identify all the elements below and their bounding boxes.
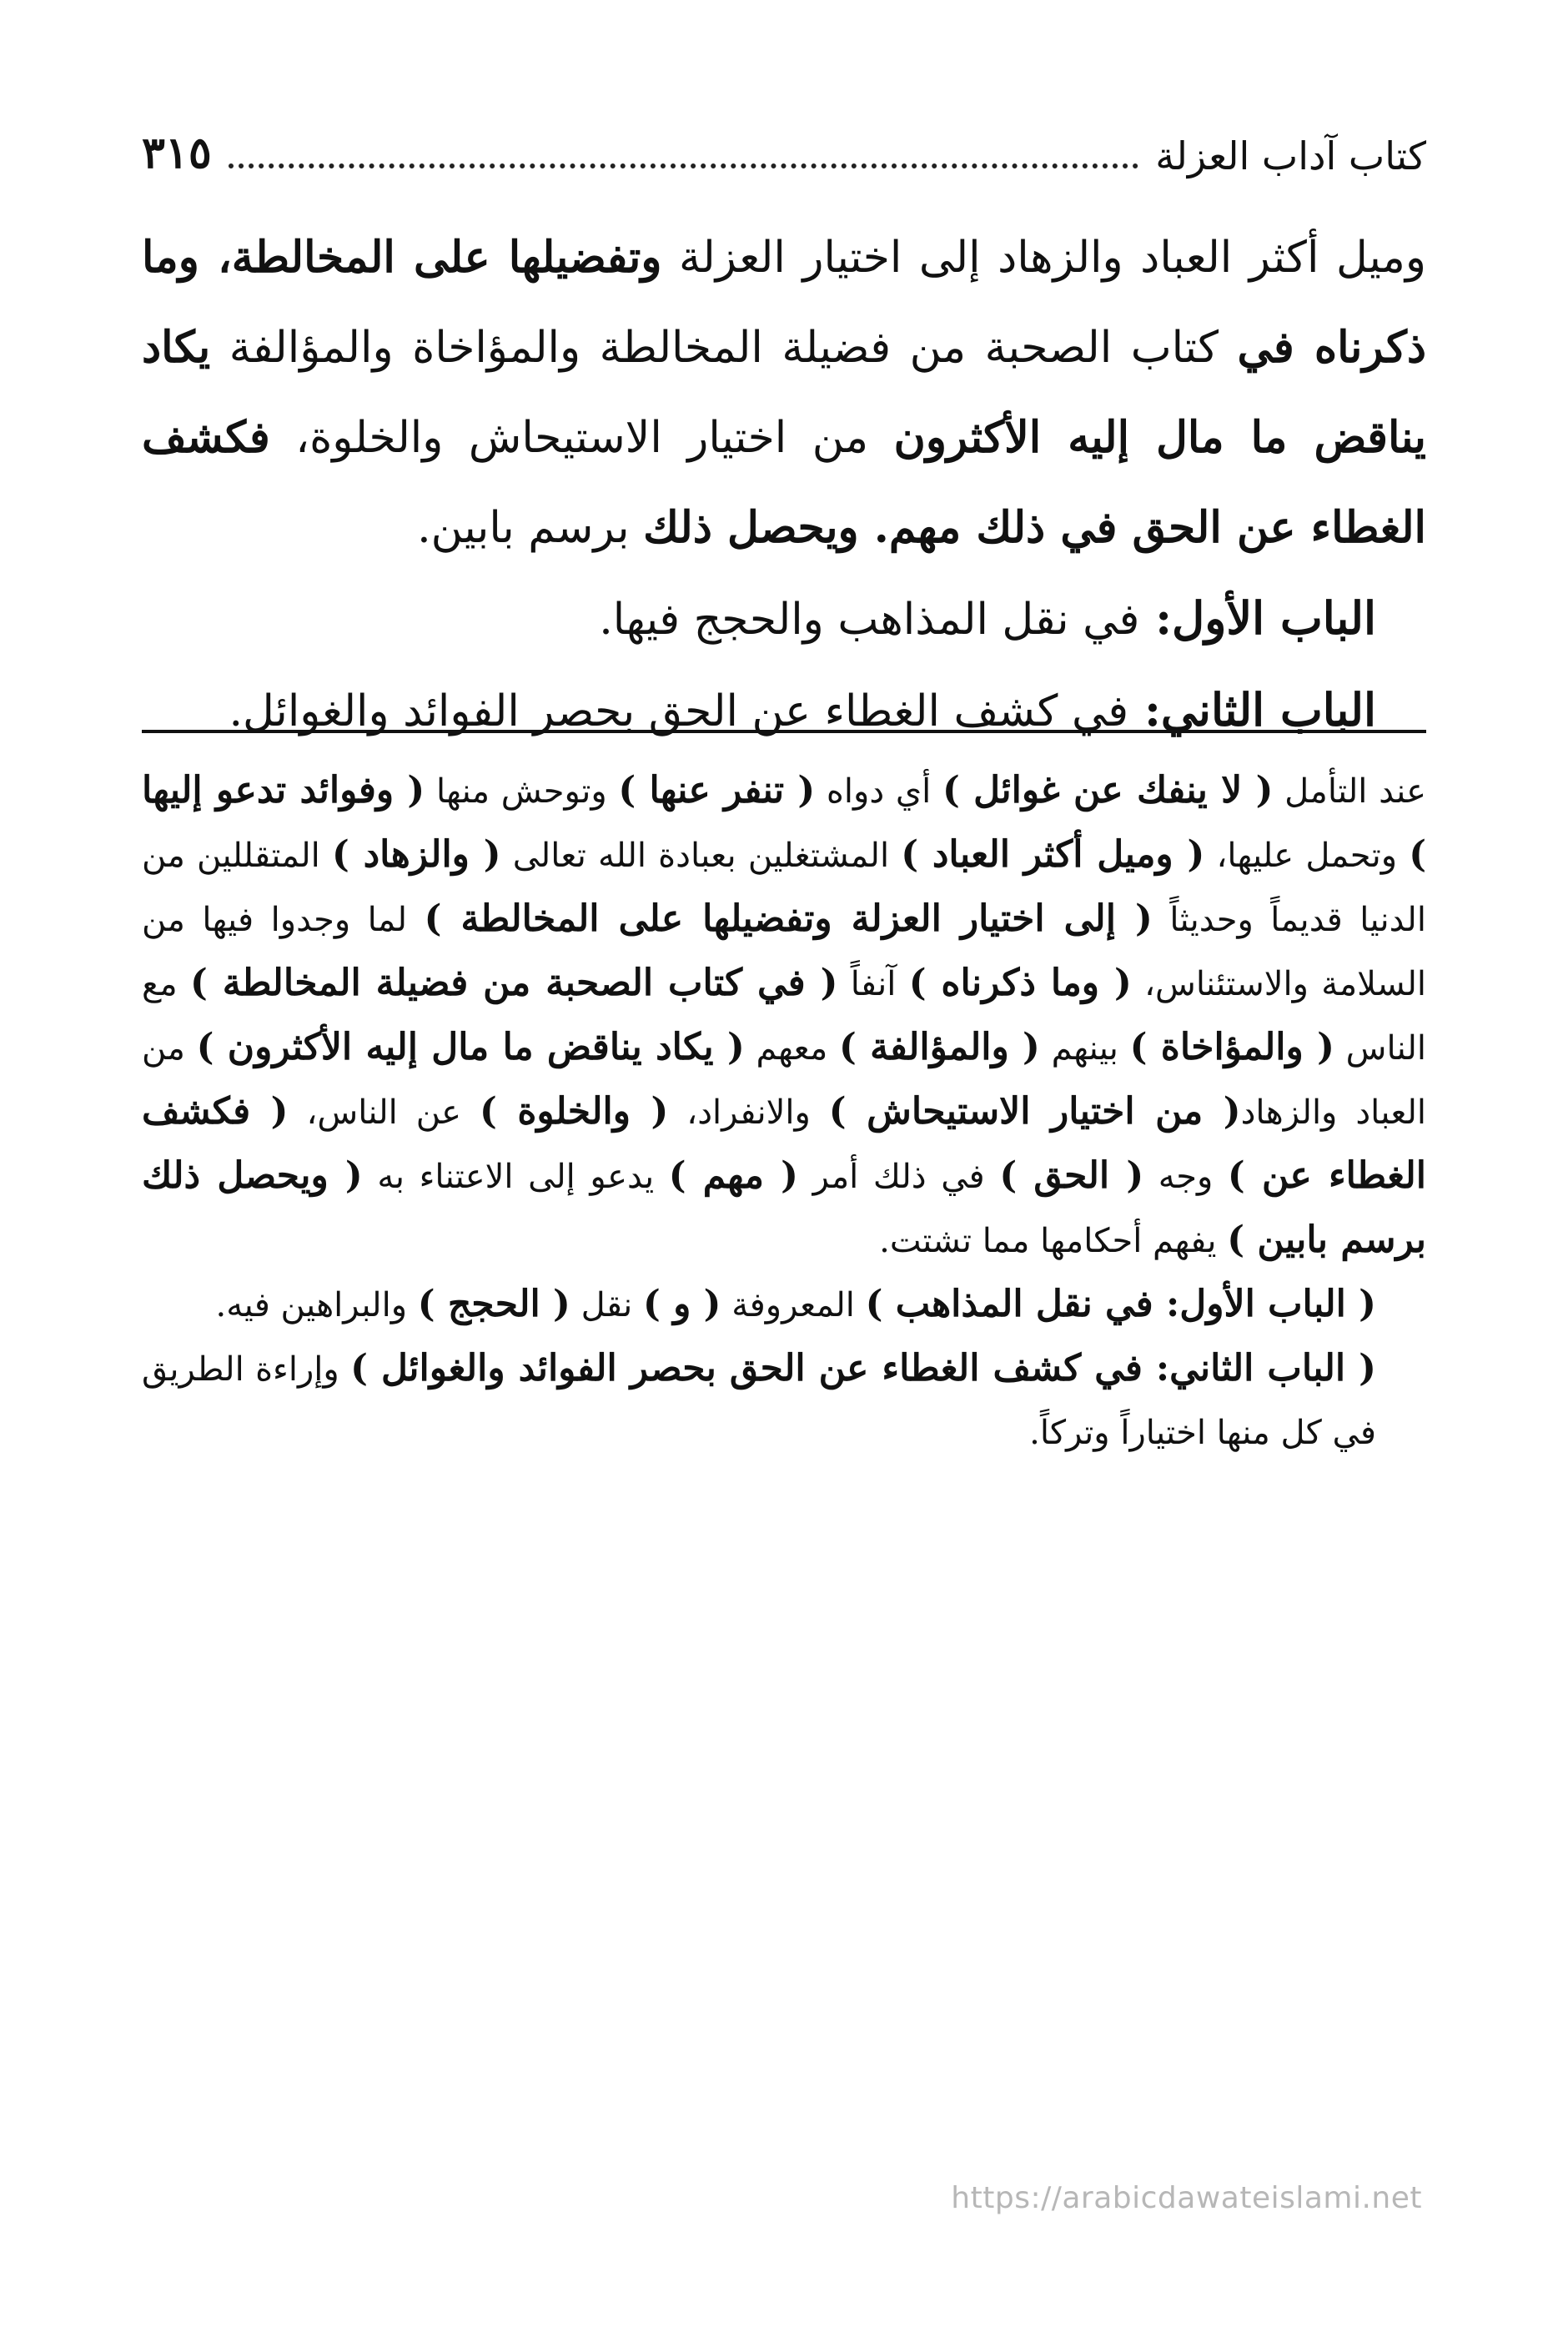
quoted-run: ( يكاد يناقض ما مال إليه الأكثرون ) bbox=[196, 1026, 745, 1068]
text-run: والبراهين فيه. bbox=[215, 1286, 418, 1324]
quoted-run: ( من اختيار الاستيحاش ) bbox=[828, 1090, 1241, 1133]
text-run: عند التأمل bbox=[1273, 772, 1427, 811]
quoted-run: ( وفوائد تدعو إليها ) bbox=[142, 769, 1427, 876]
quoted-run: ( والمؤاخاة ) bbox=[1129, 1026, 1334, 1068]
quoted-run: ( في كتاب الصحبة من فضيلة المخالطة ) bbox=[190, 962, 838, 1004]
text-run: في ذلك أمر bbox=[797, 1158, 1000, 1196]
quoted-run: ( فكشف الغطاء عن ) bbox=[142, 1090, 1427, 1197]
text-run: معهم bbox=[744, 1029, 840, 1068]
text-run: المتقللين من الدنيا قديماً وحديثاً bbox=[142, 837, 1426, 939]
chapter-one-label: الباب الأول: bbox=[1139, 591, 1376, 645]
page-number: ٣١٥ bbox=[142, 128, 212, 178]
bold-run: فكشف الغطاء عن الحق في ذلك مهم. ويحصل ذلك bbox=[142, 412, 1426, 553]
commentary-block bbox=[142, 759, 1426, 1465]
quoted-run: ( لا ينفك عن غوائل ) bbox=[942, 769, 1274, 812]
text-run: أي دواه bbox=[815, 772, 942, 811]
chapter-two-text: في كشف الغطاء عن الحق بحصر الفوائد والغوائل. bbox=[229, 686, 1129, 736]
quoted-run: ( الباب الأول: في نقل المذاهب ) bbox=[865, 1283, 1376, 1325]
commentary-chapter-one bbox=[142, 1273, 1426, 1337]
watermark-url: https://arabicdawateislami.net bbox=[951, 2181, 1422, 2215]
quoted-run: ( والمؤالفة ) bbox=[839, 1026, 1040, 1068]
quoted-run: ( تنفر عنها ) bbox=[618, 769, 816, 812]
quoted-run: ( الباب الثاني: في كشف الغطاء عن الحق بحصر الفوائد والغوائل ) bbox=[350, 1347, 1376, 1390]
text-run: المعروفة bbox=[721, 1286, 866, 1324]
text-run: يدعو إلى الاعتناء به bbox=[362, 1158, 669, 1196]
text-run: المشتغلين بعبادة الله تعالى bbox=[500, 837, 902, 875]
text-run: والانفراد، bbox=[668, 1093, 829, 1132]
quoted-run: ( وما ذكرناه ) bbox=[908, 962, 1132, 1004]
text-run: وتوحش منها bbox=[425, 772, 619, 811]
quoted-run: ( و ) bbox=[642, 1283, 721, 1325]
quoted-run: ( الحق ) bbox=[999, 1154, 1144, 1197]
quoted-run: ( ويحصل ذلك برسم بابين ) bbox=[142, 1154, 1426, 1261]
chapter-one-line bbox=[142, 573, 1426, 665]
text-run: بينهم bbox=[1039, 1029, 1130, 1068]
chapter-two-label: الباب الثاني: bbox=[1128, 683, 1376, 736]
quoted-run: ( إلى اختيار العزلة وتفضيلها على المخالطة ) bbox=[424, 897, 1153, 940]
text-run: نقل bbox=[570, 1286, 643, 1324]
bold-run: يكاد يناقض ما مال إليه الأكثرون bbox=[142, 322, 1427, 463]
commentary-paragraph bbox=[142, 759, 1426, 1273]
header-title: كتاب آداب العزلة bbox=[1155, 133, 1426, 178]
text-run: وميل أكثر العباد والزهاد إلى اختيار العزلة bbox=[661, 233, 1426, 283]
main-text bbox=[142, 213, 1426, 756]
chapter-two-line bbox=[142, 665, 1426, 756]
text-run: وتحمل عليها، bbox=[1204, 837, 1410, 875]
chapter-one-text: في نقل المذاهب والحجج فيها. bbox=[599, 595, 1140, 645]
main-paragraph bbox=[142, 213, 1426, 573]
quoted-run: ( مهم ) bbox=[668, 1154, 798, 1197]
bold-run: وتفضيلها على المخالطة، وما ذكرناه في bbox=[142, 232, 1426, 373]
text-run: وإراءة الطريق في كل منها اختياراً وتركاً. bbox=[142, 1350, 1376, 1452]
quoted-run: ( والزهاد ) bbox=[331, 833, 501, 876]
text-run: كتاب الصحبة من فضيلة المخالطة والمؤاخاة والمؤالفة bbox=[210, 323, 1238, 373]
text-run: عن الناس، bbox=[288, 1093, 480, 1132]
quoted-run: ( والخلوة ) bbox=[479, 1090, 669, 1133]
quoted-run: ( الحجج ) bbox=[417, 1283, 570, 1325]
text-run: آنفاً bbox=[837, 965, 909, 1003]
running-header bbox=[142, 117, 1426, 178]
text-run: من اختيار الاستيحاش والخلوة، bbox=[269, 413, 894, 463]
text-run: لما وجدوا فيها من السلامة والاستئناس، bbox=[142, 901, 1426, 1003]
text-run: وجه bbox=[1143, 1158, 1228, 1196]
quoted-run: ( وميل أكثر العباد ) bbox=[901, 833, 1205, 876]
header-leader-dots bbox=[229, 163, 1138, 168]
text-run: برسم بابين. bbox=[417, 503, 644, 553]
text-run: من العباد والزهاد bbox=[142, 1029, 1426, 1132]
commentary-chapter-two bbox=[142, 1337, 1426, 1465]
footnote-separator bbox=[142, 730, 1426, 733]
text-run: مع الناس bbox=[142, 965, 1427, 1068]
text-run: يفهم أحكامها مما تشتت. bbox=[879, 1222, 1228, 1260]
